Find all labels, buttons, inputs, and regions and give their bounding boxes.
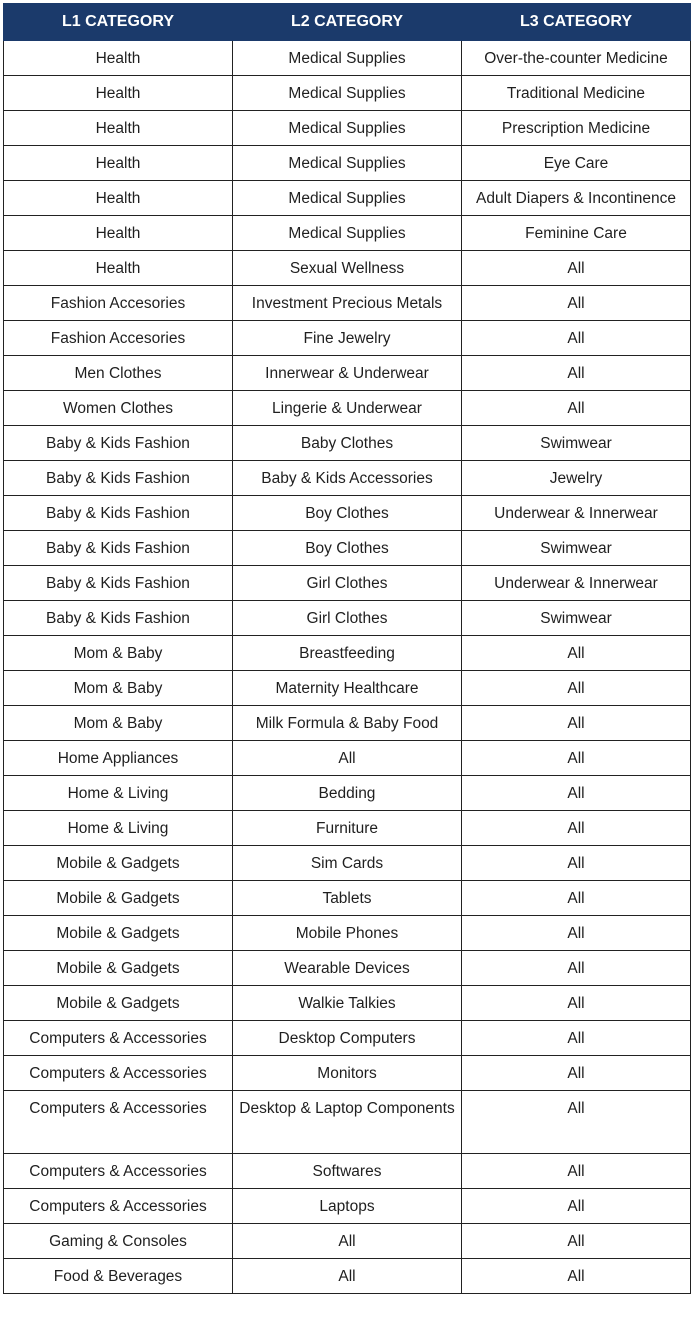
cell-l1-category: Computers & Accessories — [4, 1154, 233, 1189]
cell-l3-category: All — [462, 1056, 691, 1091]
cell-l2-category: Breastfeeding — [233, 636, 462, 671]
cell-l2-category: Bedding — [233, 776, 462, 811]
cell-l1-category: Computers & Accessories — [4, 1021, 233, 1056]
cell-l2-category: All — [233, 1224, 462, 1259]
cell-l3-category: Feminine Care — [462, 216, 691, 251]
cell-l3-category: All — [462, 881, 691, 916]
table-row — [4, 811, 691, 846]
table-body — [4, 41, 691, 1294]
table-row — [4, 111, 691, 146]
cell-l2-category: Maternity Healthcare — [233, 671, 462, 706]
cell-l2-category: Medical Supplies — [233, 41, 462, 76]
table-row — [4, 216, 691, 251]
cell-l2-category: Wearable Devices — [233, 951, 462, 986]
cell-l3-category: All — [462, 391, 691, 426]
cell-l1-category: Food & Beverages — [4, 1259, 233, 1294]
cell-l3-category: All — [462, 741, 691, 776]
cell-l2-category: Medical Supplies — [233, 146, 462, 181]
cell-l1-category: Mobile & Gadgets — [4, 951, 233, 986]
table-row — [4, 881, 691, 916]
cell-l2-category: Laptops — [233, 1189, 462, 1224]
cell-l2-category: Baby & Kids Accessories — [233, 461, 462, 496]
cell-l3-category: Eye Care — [462, 146, 691, 181]
cell-l2-category: Tablets — [233, 881, 462, 916]
table-row — [4, 1189, 691, 1224]
cell-l2-category: All — [233, 741, 462, 776]
cell-l3-category: All — [462, 356, 691, 391]
cell-l3-category: All — [462, 1189, 691, 1224]
cell-l3-category: Swimwear — [462, 531, 691, 566]
table-row — [4, 146, 691, 181]
cell-l1-category: Baby & Kids Fashion — [4, 426, 233, 461]
table-row — [4, 1091, 691, 1154]
cell-l3-category: All — [462, 1021, 691, 1056]
cell-l1-category: Health — [4, 111, 233, 146]
cell-l1-category: Mobile & Gadgets — [4, 881, 233, 916]
cell-l1-category: Baby & Kids Fashion — [4, 566, 233, 601]
cell-l3-category: Over-the-counter Medicine — [462, 41, 691, 76]
cell-l2-category: Medical Supplies — [233, 181, 462, 216]
cell-l1-category: Fashion Accesories — [4, 321, 233, 356]
cell-l3-category: All — [462, 916, 691, 951]
cell-l2-category: Baby Clothes — [233, 426, 462, 461]
category-table-container — [3, 3, 690, 1294]
header-l3-category: L3 CATEGORY — [462, 4, 691, 41]
cell-l1-category: Computers & Accessories — [4, 1091, 233, 1154]
cell-l2-category: Medical Supplies — [233, 76, 462, 111]
cell-l2-category: Softwares — [233, 1154, 462, 1189]
cell-l1-category: Women Clothes — [4, 391, 233, 426]
cell-l3-category: Swimwear — [462, 426, 691, 461]
cell-l1-category: Home & Living — [4, 811, 233, 846]
cell-l2-category: Desktop & Laptop Components — [233, 1091, 462, 1154]
table-row — [4, 601, 691, 636]
table-row — [4, 986, 691, 1021]
cell-l3-category: All — [462, 1091, 691, 1154]
header-l2-category: L2 CATEGORY — [233, 4, 462, 41]
cell-l1-category: Health — [4, 41, 233, 76]
table-row — [4, 1224, 691, 1259]
cell-l3-category: Underwear & Innerwear — [462, 566, 691, 601]
cell-l2-category: Walkie Talkies — [233, 986, 462, 1021]
cell-l1-category: Home Appliances — [4, 741, 233, 776]
cell-l1-category: Baby & Kids Fashion — [4, 496, 233, 531]
cell-l1-category: Mobile & Gadgets — [4, 846, 233, 881]
table-row — [4, 321, 691, 356]
cell-l2-category: Girl Clothes — [233, 566, 462, 601]
table-row — [4, 251, 691, 286]
cell-l1-category: Mobile & Gadgets — [4, 986, 233, 1021]
cell-l1-category: Mobile & Gadgets — [4, 916, 233, 951]
cell-l1-category: Baby & Kids Fashion — [4, 601, 233, 636]
cell-l3-category: All — [462, 636, 691, 671]
table-row — [4, 286, 691, 321]
cell-l1-category: Health — [4, 216, 233, 251]
cell-l3-category: Prescription Medicine — [462, 111, 691, 146]
table-row — [4, 1259, 691, 1294]
cell-l3-category: All — [462, 1154, 691, 1189]
cell-l2-category: Sim Cards — [233, 846, 462, 881]
table-row — [4, 741, 691, 776]
table-row — [4, 461, 691, 496]
cell-l2-category: Lingerie & Underwear — [233, 391, 462, 426]
cell-l1-category: Mom & Baby — [4, 671, 233, 706]
cell-l1-category: Health — [4, 146, 233, 181]
cell-l2-category: Desktop Computers — [233, 1021, 462, 1056]
table-row — [4, 951, 691, 986]
cell-l2-category: Boy Clothes — [233, 531, 462, 566]
cell-l2-category: Mobile Phones — [233, 916, 462, 951]
cell-l2-category: Medical Supplies — [233, 111, 462, 146]
cell-l3-category: All — [462, 776, 691, 811]
table-row — [4, 671, 691, 706]
cell-l1-category: Health — [4, 251, 233, 286]
cell-l1-category: Baby & Kids Fashion — [4, 461, 233, 496]
cell-l3-category: All — [462, 1224, 691, 1259]
cell-l3-category: All — [462, 986, 691, 1021]
table-row — [4, 706, 691, 741]
table-row — [4, 391, 691, 426]
cell-l3-category: Adult Diapers & Incontinence — [462, 181, 691, 216]
table-row — [4, 76, 691, 111]
table-row — [4, 1154, 691, 1189]
table-row — [4, 181, 691, 216]
cell-l3-category: All — [462, 811, 691, 846]
table-row — [4, 846, 691, 881]
cell-l3-category: All — [462, 846, 691, 881]
cell-l2-category: Furniture — [233, 811, 462, 846]
cell-l3-category: All — [462, 671, 691, 706]
cell-l3-category: Jewelry — [462, 461, 691, 496]
cell-l1-category: Men Clothes — [4, 356, 233, 391]
table-row — [4, 916, 691, 951]
cell-l2-category: All — [233, 1259, 462, 1294]
cell-l3-category: Underwear & Innerwear — [462, 496, 691, 531]
cell-l1-category: Health — [4, 76, 233, 111]
table-row — [4, 41, 691, 76]
table-row — [4, 776, 691, 811]
cell-l2-category: Sexual Wellness — [233, 251, 462, 286]
table-row — [4, 426, 691, 461]
cell-l1-category: Fashion Accesories — [4, 286, 233, 321]
cell-l1-category: Mom & Baby — [4, 706, 233, 741]
table-row — [4, 1056, 691, 1091]
cell-l1-category: Health — [4, 181, 233, 216]
cell-l2-category: Investment Precious Metals — [233, 286, 462, 321]
cell-l2-category: Medical Supplies — [233, 216, 462, 251]
cell-l2-category: Fine Jewelry — [233, 321, 462, 356]
cell-l2-category: Girl Clothes — [233, 601, 462, 636]
cell-l1-category: Home & Living — [4, 776, 233, 811]
table-row — [4, 1021, 691, 1056]
cell-l1-category: Gaming & Consoles — [4, 1224, 233, 1259]
table-row — [4, 566, 691, 601]
cell-l1-category: Computers & Accessories — [4, 1056, 233, 1091]
cell-l3-category: Traditional Medicine — [462, 76, 691, 111]
cell-l3-category: All — [462, 251, 691, 286]
table-row — [4, 531, 691, 566]
table-row — [4, 636, 691, 671]
cell-l2-category: Monitors — [233, 1056, 462, 1091]
cell-l2-category: Boy Clothes — [233, 496, 462, 531]
cell-l3-category: Swimwear — [462, 601, 691, 636]
category-table — [3, 3, 691, 1294]
cell-l3-category: All — [462, 706, 691, 741]
header-l1-category: L1 CATEGORY — [4, 4, 233, 41]
cell-l1-category: Mom & Baby — [4, 636, 233, 671]
cell-l3-category: All — [462, 321, 691, 356]
cell-l1-category: Computers & Accessories — [4, 1189, 233, 1224]
header-row — [4, 4, 691, 41]
cell-l3-category: All — [462, 1259, 691, 1294]
table-row — [4, 356, 691, 391]
cell-l3-category: All — [462, 286, 691, 321]
cell-l2-category: Milk Formula & Baby Food — [233, 706, 462, 741]
cell-l1-category: Baby & Kids Fashion — [4, 531, 233, 566]
table-row — [4, 496, 691, 531]
cell-l2-category: Innerwear & Underwear — [233, 356, 462, 391]
cell-l3-category: All — [462, 951, 691, 986]
table-header — [4, 4, 691, 41]
